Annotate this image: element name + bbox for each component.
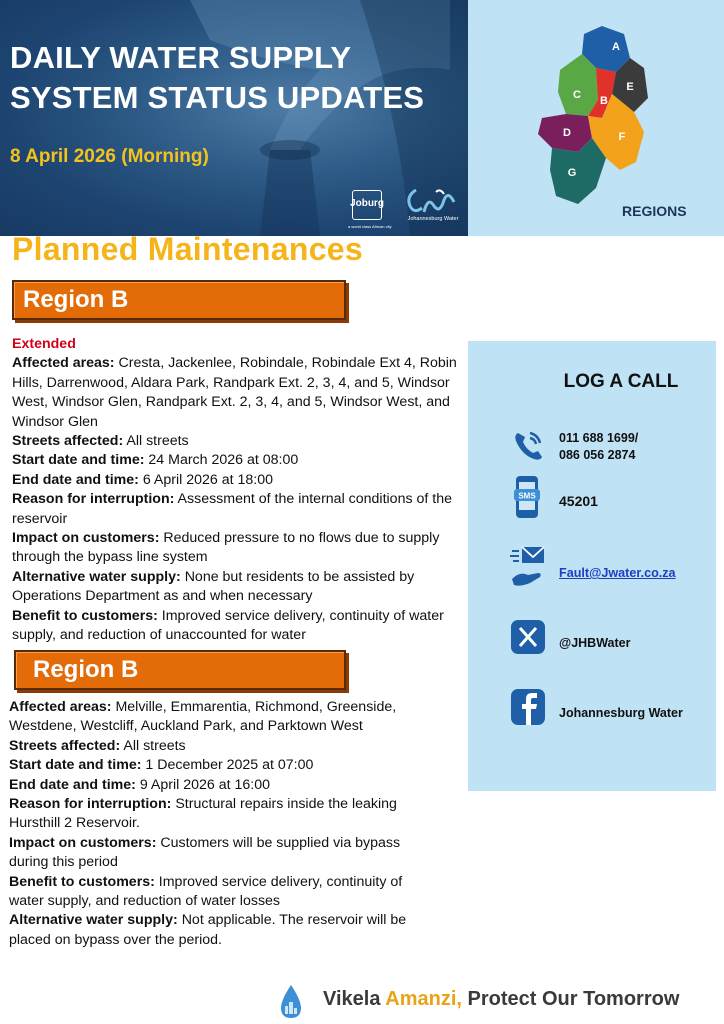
end-date-1: End date and time: 6 April 2026 at 18:00: [12, 471, 274, 488]
joburg-logo-tagline: a world class African city: [348, 224, 392, 229]
phone-number-2[interactable]: 086 056 2874: [559, 448, 636, 462]
svg-text:SMS: SMS: [518, 491, 536, 501]
email-icon: [510, 543, 546, 589]
phone-number-1[interactable]: 011 688 1699/: [559, 431, 639, 445]
affected-areas-2: Affected areas: Melville, Emmarentia, Richmond, Greenside, Westdene, Westcliff, Auckland Park, and Parktown West: [9, 699, 397, 735]
region-tag-1: Region B: [12, 280, 346, 320]
facebook-page[interactable]: Johannesburg Water: [559, 706, 683, 720]
streets-affected-1: Streets affected: All streets: [12, 433, 189, 450]
maintenance-details-2: [9, 698, 439, 950]
region-e-letter: E: [626, 81, 634, 93]
logos: [348, 186, 468, 232]
benefit-2: Benefit to customers: Improved service delivery, continuity of water supply, and reduction of water losses: [9, 873, 403, 910]
region-g-letter: G: [567, 167, 577, 179]
twitter-handle[interactable]: @JHBWater: [559, 636, 631, 650]
report-date: 8 April 2026 (Morning): [10, 146, 209, 167]
impact-2: Impact on customers: Customers will be supplied via bypass during this period: [9, 834, 401, 871]
x-twitter-icon: [510, 618, 546, 658]
sms-number[interactable]: 45201: [559, 493, 598, 509]
end-date-2: End date and time: 9 April 2026 at 16:00: [9, 776, 271, 793]
banner-title: [10, 38, 460, 118]
region-c-letter: C: [573, 89, 581, 101]
banner-title-line2: SYSTEM STATUS UPDATES: [10, 80, 425, 115]
regions-panel: [468, 0, 724, 236]
status-extended: Extended: [12, 336, 76, 352]
maintenance-details-1: [12, 335, 464, 646]
reason-2: Reason for interruption: Structural repairs inside the leaking Hursthill 2 Reservoir.: [9, 796, 397, 832]
footer-slogan: Vikela Amanzi, Protect Our Tomorrow: [323, 988, 680, 1010]
regions-map: [532, 20, 652, 210]
facebook-icon: [510, 687, 546, 727]
start-date-1: Start date and time: 24 March 2026 at 08:00: [12, 452, 299, 469]
slogan-accent: Amanzi,: [385, 988, 462, 1010]
planned-maintenances-heading: Planned Maintenances: [12, 231, 363, 267]
streets-affected-2: Streets affected: All streets: [9, 737, 186, 754]
region-a-letter: A: [612, 41, 620, 53]
region-d-letter: D: [563, 127, 571, 139]
joburg-logo-text: Joburg: [350, 198, 384, 209]
header-banner: [0, 0, 468, 236]
alternative-supply-2: Alternative water supply: Not applicable. The reservoir will be placed on bypass over the period.: [9, 912, 407, 948]
email-link[interactable]: Fault@Jwater.co.za: [559, 566, 676, 580]
phone-icon: [510, 425, 546, 465]
sms-icon: [510, 475, 546, 521]
water-drop-icon: [278, 984, 304, 1020]
reason-1: Reason for interruption: Assessment of the internal conditions of the reservoir: [12, 491, 452, 527]
johannesburg-water-logo: [402, 186, 464, 230]
region-tag-2: Region B: [14, 650, 346, 690]
banner-title-line1: DAILY WATER SUPPLY: [10, 40, 352, 75]
alternative-supply-1: Alternative water supply: None but residents to be assisted by Operations Department as and when necessary: [12, 568, 415, 605]
joburg-logo: [348, 186, 392, 230]
wave-logo-icon: [402, 186, 464, 216]
regions-label: REGIONS: [622, 203, 687, 219]
log-a-call-title: LOG A CALL: [563, 371, 679, 392]
affected-areas-1: Affected areas: Cresta, Jackenlee, Robindale, Robindale Ext 4, Robin Hills, Darrenwood, Aldara Park, Randpark Ext. 2, 3, 4, and 5, Windsor West, Windsor Glen, Randpark Ext. 2, 3, 4, and 5, Windsor West, and Windsor Glen: [12, 355, 457, 430]
johannesburg-water-logo-text: Johannesburg Water: [407, 216, 459, 222]
region-f-letter: F: [618, 131, 626, 143]
impact-1: Impact on customers: Reduced pressure to no flows due to supply through the bypass line system: [12, 530, 440, 566]
start-date-2: Start date and time: 1 December 2025 at 07:00: [9, 757, 314, 774]
region-b-letter: B: [600, 95, 608, 107]
phone-numbers[interactable]: [559, 430, 638, 464]
benefit-1: Benefit to customers: Improved service delivery, continuity of water supply, and reduction of unaccounted for water: [12, 607, 444, 644]
log-a-call-panel: [468, 341, 716, 791]
